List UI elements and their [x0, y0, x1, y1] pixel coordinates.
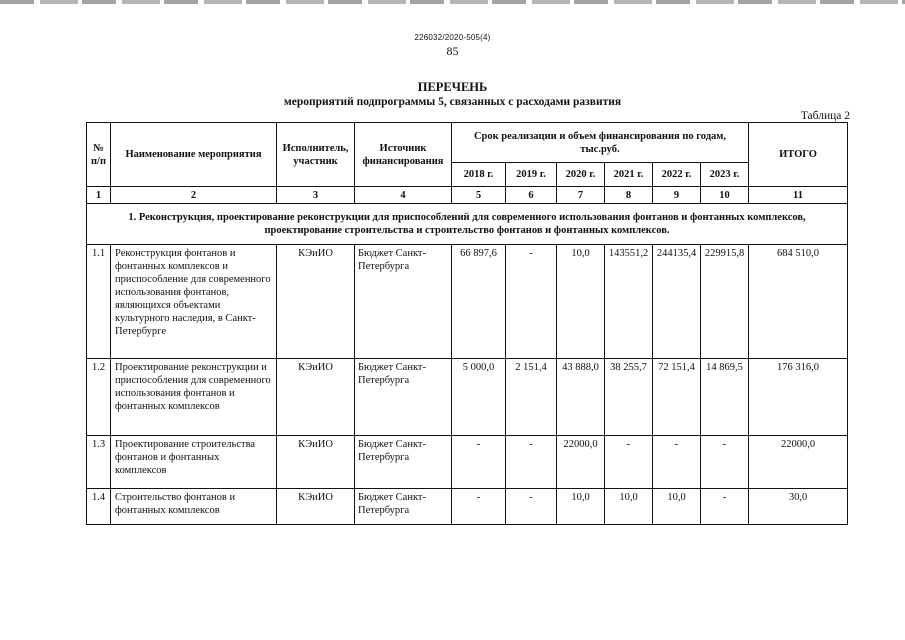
table-row: [87, 359, 848, 436]
value-2019: -: [506, 245, 557, 359]
value-2020: 10,0: [557, 489, 605, 525]
header-period: Срок реализации и объем финансирования по годам, тыс.руб.: [452, 123, 749, 163]
value-2022: 72 151,4: [653, 359, 701, 436]
value-2023: 229915,8: [701, 245, 749, 359]
header-name: Наименование мероприятия: [111, 123, 277, 187]
measures-table: [86, 122, 848, 525]
funding-source: Бюджет Санкт-Петербурга: [355, 436, 452, 489]
row-total: 30,0: [749, 489, 848, 525]
column-number: 7: [557, 187, 605, 204]
value-2020: 43 888,0: [557, 359, 605, 436]
section-row: [87, 204, 848, 245]
header-num: № п/п: [87, 123, 111, 187]
row-total: 176 316,0: [749, 359, 848, 436]
document-number: 226032/2020-505(4): [414, 33, 491, 42]
table-label: Таблица 2: [800, 110, 850, 122]
value-2022: -: [653, 436, 701, 489]
value-2020: 22000,0: [557, 436, 605, 489]
value-2018: -: [452, 436, 506, 489]
value-2023: 14 869,5: [701, 359, 749, 436]
header-source: Источник финансирования: [355, 123, 452, 187]
funding-source: Бюджет Санкт-Петербурга: [355, 359, 452, 436]
funding-source: Бюджет Санкт-Петербурга: [355, 489, 452, 525]
measure-name: Проектирование строительства фонтанов и фонтанных комплексов: [111, 436, 277, 489]
header-year: 2023 г.: [701, 163, 749, 187]
value-2018: 5 000,0: [452, 359, 506, 436]
value-2023: -: [701, 436, 749, 489]
executor: КЭиИО: [277, 436, 355, 489]
page-number: 85: [446, 44, 459, 58]
value-2019: 2 151,4: [506, 359, 557, 436]
header-year: 2019 г.: [506, 163, 557, 187]
row-number: 1.1: [87, 245, 111, 359]
column-number: 4: [355, 187, 452, 204]
column-number: 3: [277, 187, 355, 204]
value-2018: 66 897,6: [452, 245, 506, 359]
executor: КЭиИО: [277, 359, 355, 436]
column-number: 11: [749, 187, 848, 204]
header-year: 2021 г.: [605, 163, 653, 187]
executor: КЭиИО: [277, 489, 355, 525]
row-number: 1.3: [87, 436, 111, 489]
column-number: 6: [506, 187, 557, 204]
table-row: [87, 245, 848, 359]
value-2022: 10,0: [653, 489, 701, 525]
column-number: 10: [701, 187, 749, 204]
column-number: 1: [87, 187, 111, 204]
measure-name: Проектирование реконструкции и приспособления для современного использования фонтанов и фонтанных комплексов: [111, 359, 277, 436]
scan-artifact-line: [0, 0, 905, 4]
value-2021: 38 255,7: [605, 359, 653, 436]
column-number: 8: [605, 187, 653, 204]
column-number: 9: [653, 187, 701, 204]
header-year: 2022 г.: [653, 163, 701, 187]
row-total: 22000,0: [749, 436, 848, 489]
measure-name: Строительство фонтанов и фонтанных комплексов: [111, 489, 277, 525]
header-executor: Исполнитель, участник: [277, 123, 355, 187]
value-2021: -: [605, 436, 653, 489]
executor: КЭиИО: [277, 245, 355, 359]
value-2023: -: [701, 489, 749, 525]
header-year: 2018 г.: [452, 163, 506, 187]
table-row: [87, 489, 848, 525]
value-2021: 10,0: [605, 489, 653, 525]
value-2018: -: [452, 489, 506, 525]
value-2022: 244135,4: [653, 245, 701, 359]
row-number: 1.4: [87, 489, 111, 525]
document-title: ПЕРЕЧЕНЬ: [417, 80, 488, 94]
column-number-row: [87, 187, 848, 204]
row-total: 684 510,0: [749, 245, 848, 359]
column-number: 2: [111, 187, 277, 204]
funding-source: Бюджет Санкт-Петербурга: [355, 245, 452, 359]
measure-name: Реконструкция фонтанов и фонтанных комплексов и приспособление для современного использования фонтанов, являющихся объектами культурного наследия, в Санкт-Петербурге: [111, 245, 277, 359]
document-subtitle: мероприятий подпрограммы 5, связанных с расходами развития: [283, 96, 622, 108]
value-2019: -: [506, 489, 557, 525]
value-2020: 10,0: [557, 245, 605, 359]
row-number: 1.2: [87, 359, 111, 436]
header-year: 2020 г.: [557, 163, 605, 187]
value-2019: -: [506, 436, 557, 489]
table-row: [87, 436, 848, 489]
value-2021: 143551,2: [605, 245, 653, 359]
column-number: 5: [452, 187, 506, 204]
section-title: 1. Реконструкция, проектирование реконструкции для приспособлений для современного использования фонтанов и фонтанных комплексов, проектирование строительства и строительство фонтанов и фонтанных комплексов.: [87, 204, 848, 245]
header-total: ИТОГО: [749, 123, 848, 187]
